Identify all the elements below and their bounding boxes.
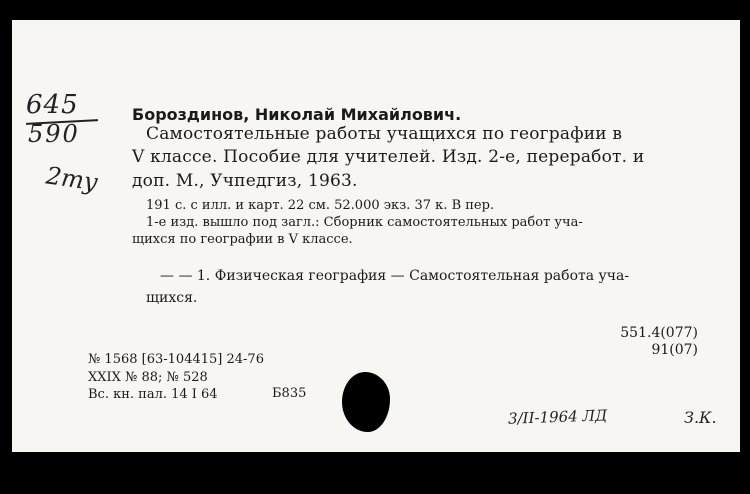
handwritten-mark: 2ту	[44, 161, 100, 197]
call-number-top: 645	[26, 90, 79, 120]
title-line-1: Самостоятельные работы учащихся по географии в	[146, 124, 623, 144]
ink-blot-tail	[367, 410, 381, 426]
subject-line-2: щихся.	[146, 290, 198, 306]
registry-line-1: № 1568 [63-104415] 24-76	[88, 352, 264, 367]
physical-description: 191 с. с илл. и карт. 22 см. 52.000 экз. 37 к. В пер.	[146, 198, 495, 213]
handwritten-date: 3/II-1964 ЛД	[507, 406, 608, 428]
call-number-bottom: 590	[28, 120, 80, 148]
registry-line-3: Вс. кн. пал. 14 I 64	[88, 387, 218, 402]
title-line-3: доп. М., Учпедгиз, 1963.	[132, 171, 358, 191]
note-line-2: щихся по географии в V классе.	[132, 232, 353, 247]
title-line-2: V классе. Пособие для учителей. Изд. 2-е, переработ. и	[132, 147, 645, 167]
classification-2: 91(07)	[651, 342, 698, 358]
handwritten-initials: З.К.	[684, 408, 717, 427]
ink-blot	[342, 372, 390, 432]
note-line-1: 1-е изд. вышло под загл.: Сборник самостоятельных работ уча-	[146, 215, 583, 230]
subject-line-1: — — 1. Физическая география — Самостоятельная работа уча-	[160, 268, 630, 284]
registry-line-2: XXIX № 88; № 528	[88, 370, 208, 385]
stamp-code: Б835	[272, 386, 307, 401]
catalog-card	[12, 20, 740, 452]
classification-1: 551.4(077)	[620, 325, 698, 341]
author-heading: Бороздинов, Николай Михайлович.	[132, 105, 462, 124]
